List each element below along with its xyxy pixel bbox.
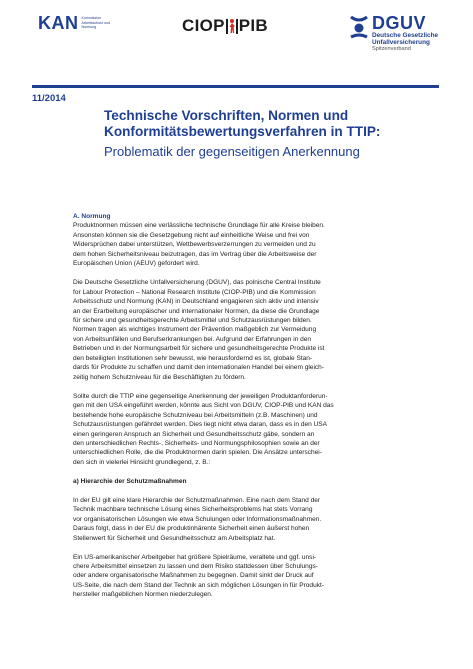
ciop-pib-logo bbox=[182, 17, 268, 35]
dguv-tagline: Spitzenverband bbox=[372, 46, 411, 52]
person-figure-icon bbox=[226, 18, 238, 34]
paragraph-3: Sollte durch die TTIP eine gegenseitige Anerkennung der jeweiligen Produktanforderun- gen mit den USA eingeführt werden, könnte aus Sicht von DGUV, CIOP-PIB und KAN das bestehende hohe europäische Schutzniveau bei Arbeitsmitteln (z.B. Maschinen) und Schutzausrüstungen gefährdet werden. Dies liegt nicht etwa daran, dass es in den USA einen geringeren Anspruch an Sicherheit und Gesundheitsschutz gäbe, sondern an den unterschiedlichen Rechts-, Sicherheits- und Normungsphilosophien sowie an der unterschiedlichen Rolle, die die Produktnormen darin spielen. Die Ansätze unterschei- den sich in vielerlei Hinsicht grundlegend, z. B.: bbox=[73, 392, 334, 466]
section-heading: A. Normung bbox=[73, 213, 111, 220]
document-subtitle: Problematik der gegenseitigen Anerkennung bbox=[104, 144, 360, 159]
ciop-wordmark: CIOP bbox=[182, 16, 225, 35]
document-title: Technische Vorschriften, Normen und Konformitätsbewertungsverfahren in TTIP: bbox=[104, 108, 381, 139]
issue-rule bbox=[32, 85, 439, 88]
kan-subtitle: Kommission Arbeitsschutz und Normung bbox=[81, 16, 111, 30]
paragraph-5: Ein US-amerikanischer Arbeitgeber hat größere Spielräume, veraltete und ggf. unsi- chere Arbeitsmittel einsetzen zu lassen und dem Risiko stattdessen über Schulungs- oder andere organisatorische Maßnahmen zu begegnen. Damit sinkt der Druck auf US-Seite, die nach dem Stand der Technik an sich möglichen Lösungen in für Produkt- hersteller maßgeblichen Normen niederzulegen. bbox=[73, 553, 324, 599]
kan-wordmark: KAN bbox=[38, 13, 79, 33]
dguv-mark-icon bbox=[349, 13, 369, 43]
dguv-subtitle: Deutsche Gesetzliche Unfallversicherung bbox=[372, 32, 439, 47]
kan-logo bbox=[38, 14, 122, 32]
paragraph-4: In der EU gilt eine klare Hierarchie der Schutzmaßnahmen. Eine nach dem Stand der Technik machbare technische Lösung eines Sicherheitsproblems hat stets Vorrang vor organisatorischen Lösungen wie etwa Schulungen oder Informationsmaßnahmen. Daraus folgt, dass in der EU die produktinhärente Sicherheit einen äußerst hohen Stellenwert für Sicherheit und Gesundheitsschutz am Arbeitsplatz hat. bbox=[73, 496, 322, 542]
subsection-heading: a) Hierarchie der Schutzmaßnahmen bbox=[73, 477, 187, 485]
document-body bbox=[73, 212, 443, 609]
pib-wordmark: PIB bbox=[238, 16, 269, 35]
paragraph-2: Die Deutsche Gesetzliche Unfallversicherung (DGUV), das polnische Central Institute for Labour Protection – National Research Institute (CIOP-PIB) und die Kommission Arbeitsschutz und Normung (KAN) in Deutschland engagieren sich aktiv und intensiv an der Erarbeitung europäischer und internationaler Normen, da diese die Grundlage für sichere und gesundheitsgerechte Arbeitsmittel und Schutzausrüstungen bilden. Normen tragen als wichtiges Instrument der Prävention maßgeblich zur Vermeidung von Arbeitsunfällen und Berufserkrankungen bei. Aufgrund der Erfahrungen in den Betrieben und in der Normungsarbeit für sichere und gesundheitsgerechte Produkte ist den beteiligten Institutionen sehr bewusst, wie herausfordernd es ist, globale Stan- dards für Produkte zu schaffen und damit den internationalen Handel bei einem gleich- zeitig hohem Schutzniveau für die Beschäftigten zu fördern. bbox=[73, 279, 325, 381]
issue-number: 11/2014 bbox=[32, 93, 66, 104]
paragraph-1: Produktnormen müssen eine verlässliche technische Grundlage für alle Kreise bleiben. Ansonsten können sie die Gesetzgebung nicht auf einheitliche Weise und frei von Widersprüchen dabei unterstützen, Wettbewerbsverzerrungen zu vermeiden und zu dem hohen Sicherheitsniveau beizutragen, das im Vertrag über die Arbeitsweise der Europäischen Union (AEUV) gefordert wird. bbox=[73, 222, 325, 268]
header-logos bbox=[0, 0, 473, 80]
dguv-wordmark: DGUV bbox=[372, 13, 427, 33]
